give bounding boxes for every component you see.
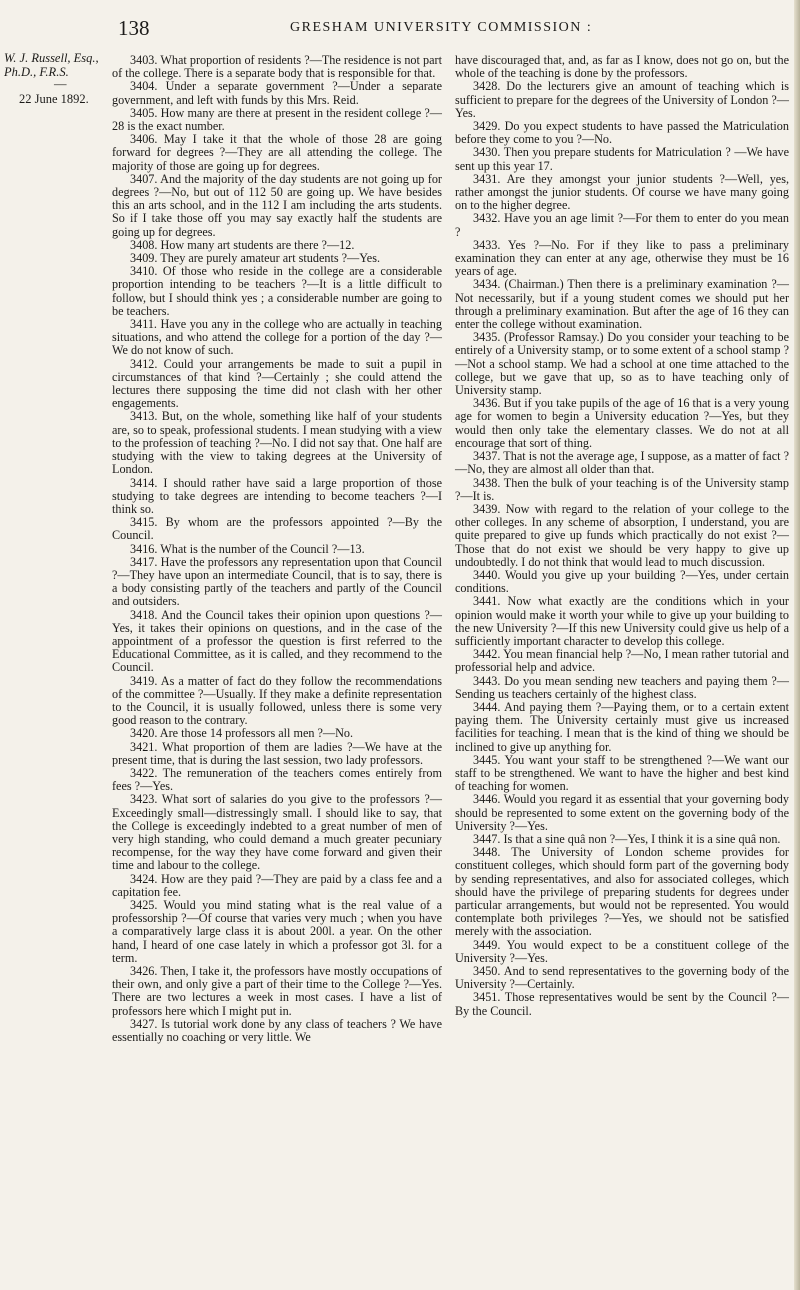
testimony-paragraph: 3433. Yes ?—No. For if they like to pass a preliminary examination they can enter at any age, otherwise they must be 16 years of age. bbox=[455, 237, 789, 279]
page-header bbox=[100, 10, 790, 40]
testimony-paragraph: 3440. Would you give up your building ?—Yes, under certain conditions. bbox=[455, 567, 789, 596]
testimony-paragraph: 3430. Then you prepare students for Matriculation ? —We have sent up this year 17. bbox=[455, 145, 789, 173]
testimony-paragraph: 3408. How many art students are there ?—12. bbox=[130, 237, 355, 252]
witness-name: W. J. Russell, Esq., Ph.D., F.R.S. bbox=[4, 51, 99, 79]
testimony-paragraph: 3438. Then the bulk of your teaching is of the University stamp ?—It is. bbox=[455, 475, 789, 503]
testimony-paragraph: 3429. Do you expect students to have passed the Matriculation before they come to you ?—No. bbox=[455, 119, 789, 147]
testimony-paragraph: 3443. Do you mean sending new teachers and paying them ?—Sending us teachers certainly of the highest class. bbox=[455, 673, 789, 701]
testimony-paragraph: have discouraged that, and, as far as I know, does not go on, but the whole of the teaching is done by the professors. bbox=[455, 53, 789, 81]
testimony-paragraph: 3406. May I take it that the whole of those 28 are going forward for degrees ?—They are all attending the college. The majority of those are going up for degrees. bbox=[112, 132, 442, 173]
testimony-paragraph: 3449. You would expect to be a constituent college of the University ?—Yes. bbox=[455, 937, 789, 965]
testimony-paragraph: 3409. They are purely amateur art students ?—Yes. bbox=[130, 251, 381, 266]
testimony-paragraph: 3444. And paying them ?—Paying them, or to a certain extent paying them. The University certainly must give us increased facilities for teaching. I mean that is the kind of thing we should be inclined to give up anything for. bbox=[455, 699, 789, 754]
testimony-paragraph: 3451. Those representatives would be sent by the Council ?—By the Council. bbox=[455, 990, 789, 1018]
margin-rule: — bbox=[54, 77, 67, 91]
testimony-paragraph: 3450. And to send representatives to the governing body of the University ?—Certainly. bbox=[455, 964, 789, 992]
testimony-paragraph: 3431. Are they amongst your junior students ?—Well, yes, rather amongst the junior students. Of course we have many going on to the higher degree. bbox=[455, 171, 789, 213]
testimony-paragraph: 3418. And the Council takes their opinion upon questions ?—Yes, it takes their opinions on questions, and in the case of the appointment of a professor the question is first referred to the Educational Committee, as it is called, and they recommend to the Council. bbox=[112, 607, 442, 675]
testimony-paragraph: 3411. Have you any in the college who are actually in teaching situations, and who attend the college for a portion of the day ?—We do not know of such. bbox=[112, 317, 442, 358]
page-edge bbox=[794, 0, 800, 1290]
testimony-paragraph: 3414. I should rather have said a large proportion of those studying to take degrees are intending to become teachers ?—I think so. bbox=[112, 475, 442, 516]
testimony-paragraph: 3446. Would you regard it as essential that your governing body should be represented to some extent on the governing body of the University ?—Yes. bbox=[455, 792, 789, 833]
testimony-paragraph: 3441. Now what exactly are the conditions which in your opinion would make it worth your while to give up your building to the new University ?—If this new University could give us help of a sufficiently important character to develop this college. bbox=[455, 594, 789, 648]
testimony-paragraph: 3421. What proportion of them are ladies ?—We have at the present time, that is during the last session, two lady professors. bbox=[112, 739, 442, 767]
testimony-paragraph: 3405. How many are there at present in the resident college ?—28 is the exact number. bbox=[112, 105, 442, 134]
testimony-paragraph: 3436. But if you take pupils of the age of 16 that is a very young age for women to begin a University education ?—Yes, but they would then only take the elementary classes. We do not at all encourage that sort of thing. bbox=[455, 396, 789, 450]
testimony-paragraph: 3412. Could your arrangements be made to suit a pupil in circumstances of that kind ?—Certainly ; she could attend the lectures there supposing the time did not clash with her other engagements. bbox=[112, 356, 442, 411]
testimony-paragraph: 3415. By whom are the professors appointed ?—By the Council. bbox=[112, 515, 442, 543]
testimony-paragraph: 3434. (Chairman.) Then there is a preliminary examination ?—Not necessarily, but if a young student comes we should put her through a preliminary examination. But after the age of 16 they can enter the college without examination. bbox=[455, 277, 789, 332]
testimony-paragraph: 3417. Have the professors any representation upon that Council ?—They have upon an intermediate Council, that is to say, there is a body consisting partly of the teachers and partly of the Council and outsiders. bbox=[112, 554, 442, 609]
testimony-paragraph: 3437. That is not the average age, I suppose, as a matter of fact ?—No, they are almost all older than that. bbox=[455, 449, 789, 477]
testimony-paragraph: 3404. Under a separate government ?—Under a separate government, and left with funds by this Mrs. Reid. bbox=[112, 79, 442, 107]
running-head: GRESHAM UNIVERSITY COMMISSION : bbox=[290, 20, 593, 35]
testimony-paragraph: 3442. You mean financial help ?—No, I mean rather tutorial and professorial help and advice. bbox=[455, 647, 789, 675]
right-column bbox=[455, 54, 789, 1018]
testimony-paragraph: 3447. Is that a sine quâ non ?—Yes, I think it is a sine quâ non. bbox=[473, 831, 781, 846]
testimony-paragraph: 3403. What proportion of residents ?—The residence is not part of the college. There is a separate body that is responsible for that. bbox=[112, 53, 442, 81]
testimony-paragraph: 3420. Are those 14 professors all men ?—No. bbox=[130, 726, 354, 741]
testimony-paragraph: 3419. As a matter of fact do they follow the recommendations of the committee ?—Usually. If they make a definite representation to the Council, it is usually followed, unless there is some very good reason to the contrary. bbox=[112, 673, 442, 728]
testimony-paragraph: 3422. The remuneration of the teachers comes entirely from fees ?—Yes. bbox=[112, 765, 442, 794]
left-column bbox=[112, 54, 442, 1044]
testimony-paragraph: 3435. (Professor Ramsay.) Do you consider your teaching to be entirely of a University stamp, or to some extent of a school stamp ?—Not a school stamp. We had a school at one time attached to the college, but we gave that up, so as to have teaching only of University stamp. bbox=[455, 330, 789, 398]
testimony-paragraph: 3413. But, on the whole, something like half of your students are, so to speak, professional students. I mean studying with a view to the profession of teaching ?—No. I did not say that. One half are studying with the view to taking degrees at the University of London. bbox=[112, 409, 442, 477]
testimony-paragraph: 3439. Now with regard to the relation of your college to the other colleges. In any scheme of absorption, I understand, you are quite prepared to give up funds which practically do not exist ?—Those that do not exist we should be very happy to give up undoubtedly. I do not think that would lead to much discussion. bbox=[455, 501, 789, 569]
margin-notes bbox=[4, 52, 100, 107]
testimony-paragraph: 3425. Would you mind stating what is the real value of a professorship ?—Of course that varies very much ; when you have a comparatively large class it is about 200l. a year. On the other hand, I heard of one case lately in which a professor got 3l. for a term. bbox=[112, 898, 442, 965]
testimony-paragraph: 3416. What is the number of the Council ?—13. bbox=[130, 541, 365, 556]
testimony-paragraph: 3445. You want your staff to be strengthened ?—We want our staff to be strengthened. We want to have the higher and best kind of teaching for women. bbox=[455, 752, 789, 794]
testimony-paragraph: 3423. What sort of salaries do you give to the professors ?—Exceedingly small—distressingly small. I should like to say, that the College is exceedingly indebted to a great number of men of very high standing, who could demand a much greater pecuniary recompense, for the way they have come forward and given their time and labour to the college. bbox=[112, 792, 442, 873]
session-date: 22 June 1892. bbox=[19, 92, 89, 106]
testimony-paragraph: 3428. Do the lecturers give an amount of teaching which is sufficient to prepare for the degrees of the University of London ?—Yes. bbox=[455, 79, 789, 120]
testimony-paragraph: 3427. Is tutorial work done by any class of teachers ? We have essentially no coaching or very little. We bbox=[112, 1016, 442, 1045]
testimony-paragraph: 3426. Then, I take it, the professors have mostly occupations of their own, and only give a part of their time to the College ?—Yes. There are two lectures a week in most cases. I have a list of professors here which I might put in. bbox=[112, 964, 442, 1018]
page-number: 138 bbox=[118, 16, 150, 40]
testimony-paragraph: 3407. And the majority of the day students are not going up for degrees ?—No, but out of 112 50 are going up. We have besides this an arts school, and in the 112 I am including the arts students. So if I take those off you may say exactly half the students are going up for degrees. bbox=[112, 171, 442, 239]
testimony-paragraph: 3424. How are they paid ?—They are paid by a class fee and a capitation fee. bbox=[112, 871, 442, 899]
testimony-paragraph: 3432. Have you an age limit ?—For them to enter do you mean ? bbox=[455, 211, 789, 239]
testimony-paragraph: 3410. Of those who reside in the college are a considerable proportion intending to be teachers ?—It is a little difficult to follow, but I should think yes ; a considerable number are going to be teachers. bbox=[112, 264, 442, 318]
testimony-paragraph: 3448. The University of London scheme provides for constituent colleges, which should form part of the governing body by sending representatives, and also for associated colleges, which should have the privilege of preparing students for degrees under particular arrangements, but would not be represented. You would contemplate both privileges ?—Yes, we should not be satisfied merely with the association. bbox=[455, 845, 789, 939]
